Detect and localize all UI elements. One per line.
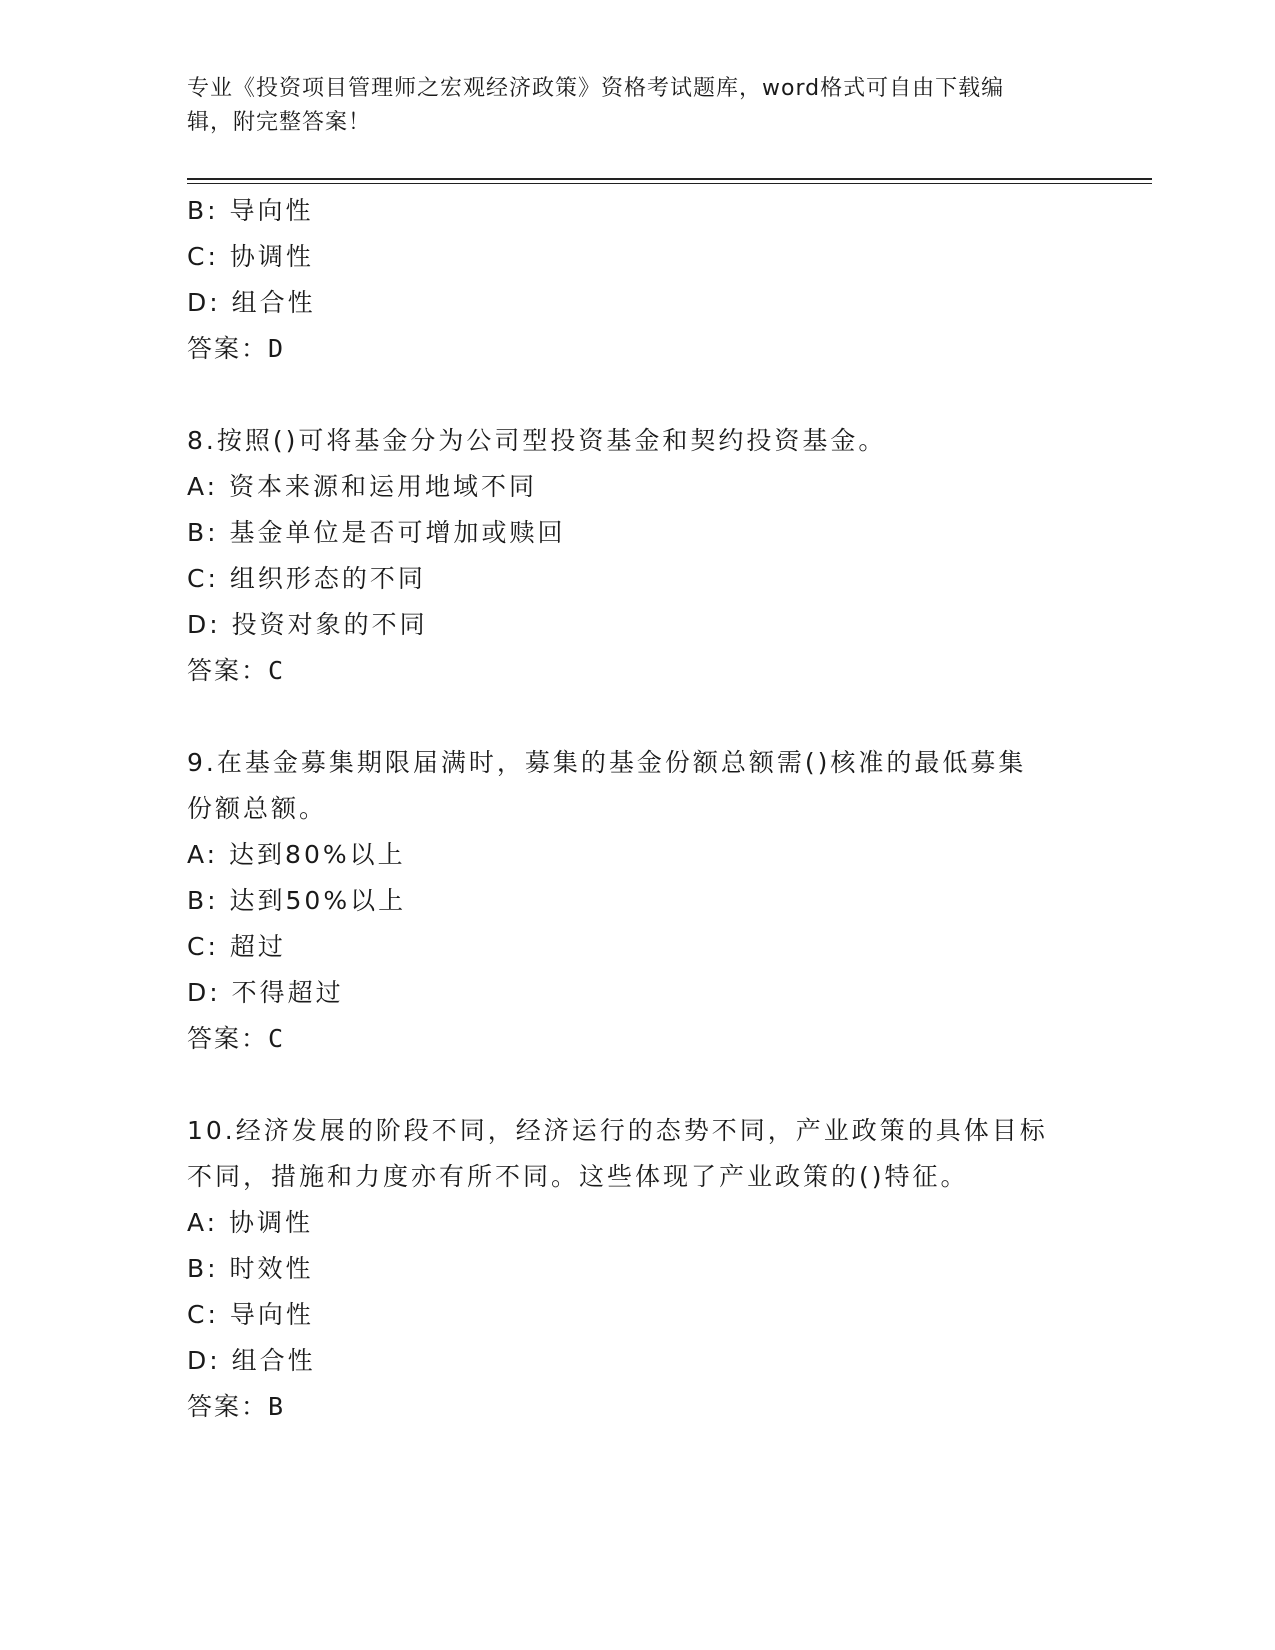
answer-label: 答案： bbox=[187, 1392, 269, 1421]
answer-label: 答案： bbox=[187, 334, 269, 363]
option-d: D: 不得超过 bbox=[187, 978, 344, 1007]
header-rule-thick bbox=[187, 178, 1152, 180]
answer-label: 答案： bbox=[187, 656, 269, 685]
option-a: A: 达到80%以上 bbox=[187, 840, 406, 869]
question-8 bbox=[187, 418, 1087, 694]
option-b: B: 导向性 bbox=[187, 196, 314, 225]
answer-value: D bbox=[268, 334, 286, 363]
question-stem-line-2: 不同，措施和力度亦有所不同。这些体现了产业政策的()特征。 bbox=[187, 1162, 969, 1191]
answer-line bbox=[187, 648, 1087, 694]
answer-value: C bbox=[268, 656, 286, 685]
answer-label: 答案： bbox=[187, 1024, 269, 1053]
option-d: D: 投资对象的不同 bbox=[187, 610, 428, 639]
option-b: B: 基金单位是否可增加或赎回 bbox=[187, 518, 566, 547]
document-header bbox=[187, 72, 1077, 140]
answer-line bbox=[187, 326, 1087, 372]
question-stem: 8.按照()可将基金分为公司型投资基金和契约投资基金。 bbox=[187, 426, 887, 455]
option-c: C: 协调性 bbox=[187, 242, 314, 271]
header-line-1: 专业《投资项目管理师之宏观经济政策》资格考试题库，word格式可自由下载编 bbox=[187, 76, 1005, 101]
option-a: A: 协调性 bbox=[187, 1208, 314, 1237]
question-carryover bbox=[187, 188, 1087, 372]
question-list bbox=[187, 188, 1087, 1430]
answer-line bbox=[187, 1016, 1087, 1062]
option-c: C: 导向性 bbox=[187, 1300, 314, 1329]
answer-line bbox=[187, 1384, 1087, 1430]
option-b: B: 时效性 bbox=[187, 1254, 314, 1283]
option-c: C: 超过 bbox=[187, 932, 286, 961]
option-a: A: 资本来源和运用地域不同 bbox=[187, 472, 538, 501]
header-rule-thin bbox=[187, 183, 1152, 184]
option-b: B: 达到50%以上 bbox=[187, 886, 407, 915]
answer-value: B bbox=[268, 1392, 286, 1421]
question-stem-line-1: 9.在基金募集期限届满时，募集的基金份额总额需()核准的最低募集 bbox=[187, 748, 1027, 777]
option-d: D: 组合性 bbox=[187, 288, 316, 317]
answer-value: C bbox=[268, 1024, 286, 1053]
question-10 bbox=[187, 1108, 1087, 1430]
header-line-2: 辑，附完整答案！ bbox=[187, 110, 372, 135]
question-stem-line-1: 10.经济发展的阶段不同，经济运行的态势不同，产业政策的具体目标 bbox=[187, 1116, 1048, 1145]
question-stem-line-2: 份额总额。 bbox=[187, 794, 328, 823]
question-9 bbox=[187, 740, 1087, 1062]
option-c: C: 组织形态的不同 bbox=[187, 564, 426, 593]
option-d: D: 组合性 bbox=[187, 1346, 316, 1375]
